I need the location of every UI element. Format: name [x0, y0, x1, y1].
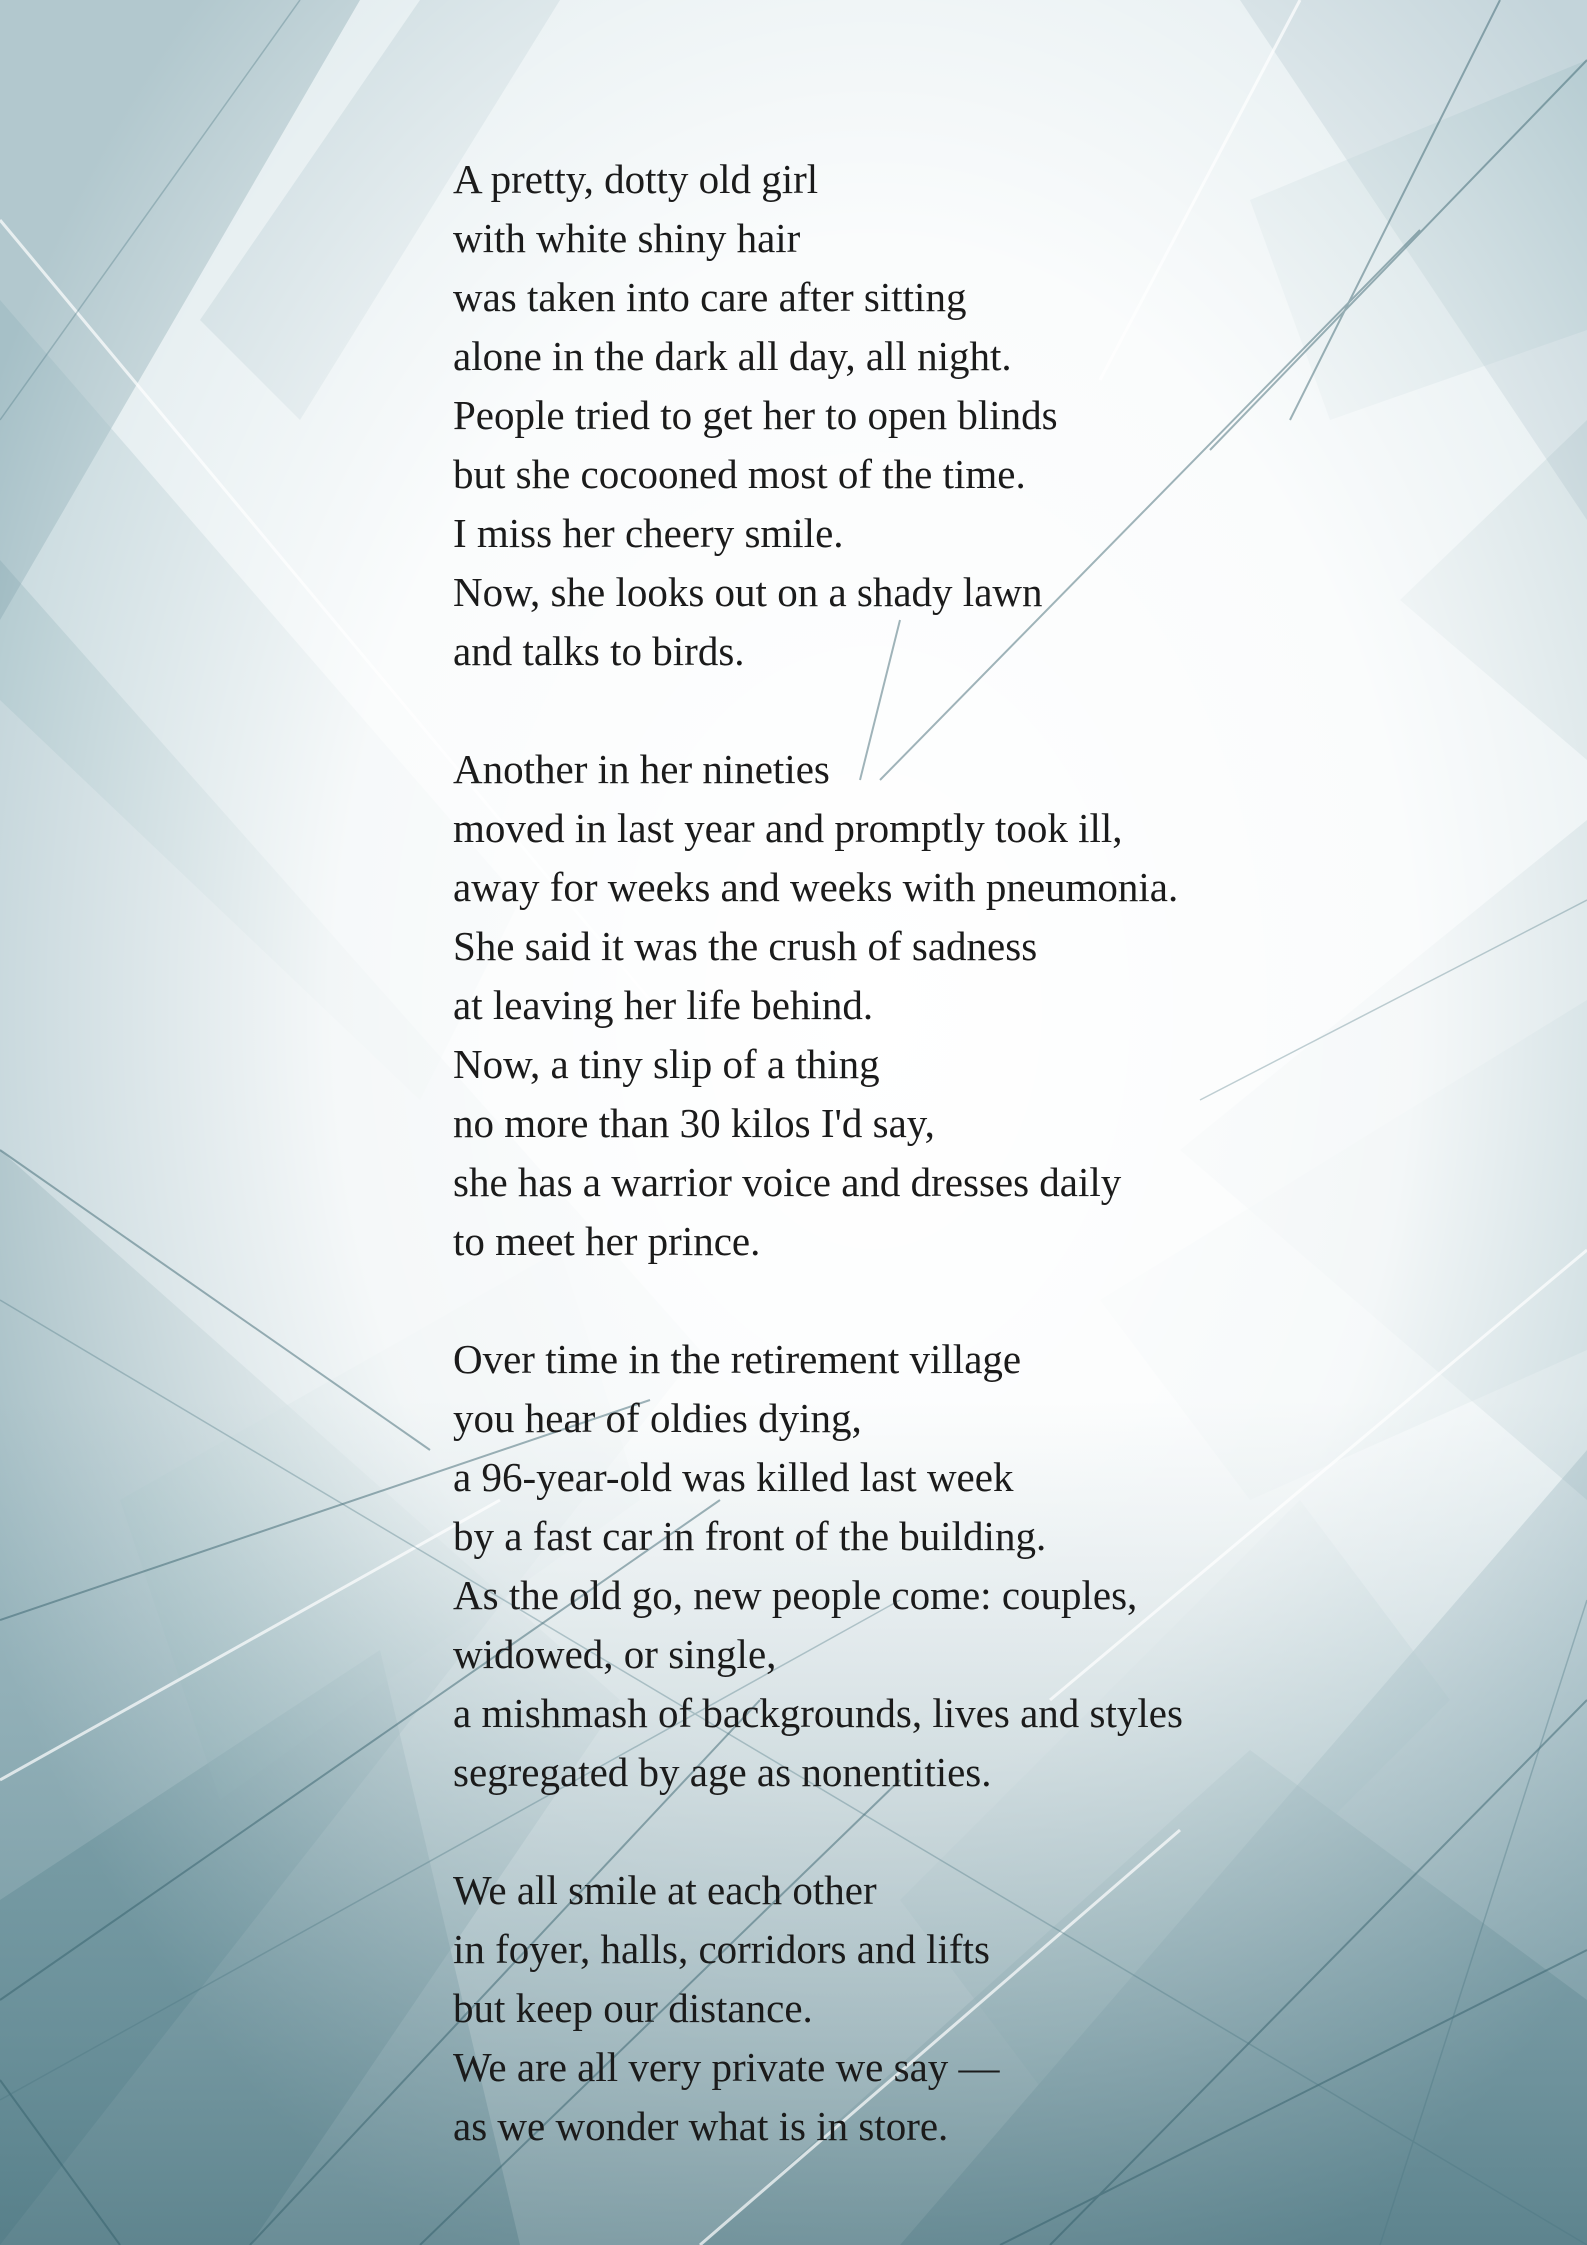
poem-line: We are all very private we say —: [453, 2044, 1000, 2090]
poem-line: moved in last year and promptly took ill,: [453, 805, 1123, 851]
poem-line: to meet her prince.: [453, 1218, 761, 1264]
poem-line: as we wonder what is in store.: [453, 2103, 949, 2149]
stanza-1: [453, 150, 1353, 681]
poem-line: I miss her cheery smile.: [453, 510, 844, 556]
poem: [453, 150, 1353, 2156]
poem-line: We all smile at each other: [453, 1867, 877, 1913]
poem-line: was taken into care after sitting: [453, 274, 967, 320]
poem-line: away for weeks and weeks with pneumonia.: [453, 864, 1179, 910]
poem-line: widowed, or single,: [453, 1631, 777, 1677]
poem-line: you hear of oldies dying,: [453, 1395, 862, 1441]
poem-line: She said it was the crush of sadness: [453, 923, 1038, 969]
poem-line: by a fast car in front of the building.: [453, 1513, 1047, 1559]
poem-line: alone in the dark all day, all night.: [453, 333, 1012, 379]
poem-line: A pretty, dotty old girl: [453, 156, 819, 202]
poem-line: in foyer, halls, corridors and lifts: [453, 1926, 990, 1972]
poem-line: Another in her nineties: [453, 746, 830, 792]
poem-line: but keep our distance.: [453, 1985, 813, 2031]
stanza-2: [453, 740, 1353, 1271]
poem-line: at leaving her life behind.: [453, 982, 874, 1028]
poem-line: segregated by age as nonentities.: [453, 1749, 992, 1795]
poem-line: no more than 30 kilos I'd say,: [453, 1100, 935, 1146]
poem-line: People tried to get her to open blinds: [453, 392, 1058, 438]
poem-line: Now, she looks out on a shady lawn: [453, 569, 1043, 615]
poem-line: she has a warrior voice and dresses daily: [453, 1159, 1122, 1205]
stanza-3: [453, 1330, 1353, 1802]
poem-line: Now, a tiny slip of a thing: [453, 1041, 880, 1087]
poem-line: As the old go, new people come: couples,: [453, 1572, 1138, 1618]
poem-line: Over time in the retirement village: [453, 1336, 1022, 1382]
poem-line: a 96-year-old was killed last week: [453, 1454, 1014, 1500]
stanza-4: [453, 1861, 1353, 2156]
poem-line: and talks to birds.: [453, 628, 745, 674]
poem-line: but she cocooned most of the time.: [453, 451, 1026, 497]
poem-line: with white shiny hair: [453, 215, 801, 261]
poem-line: a mishmash of backgrounds, lives and styles: [453, 1690, 1183, 1736]
